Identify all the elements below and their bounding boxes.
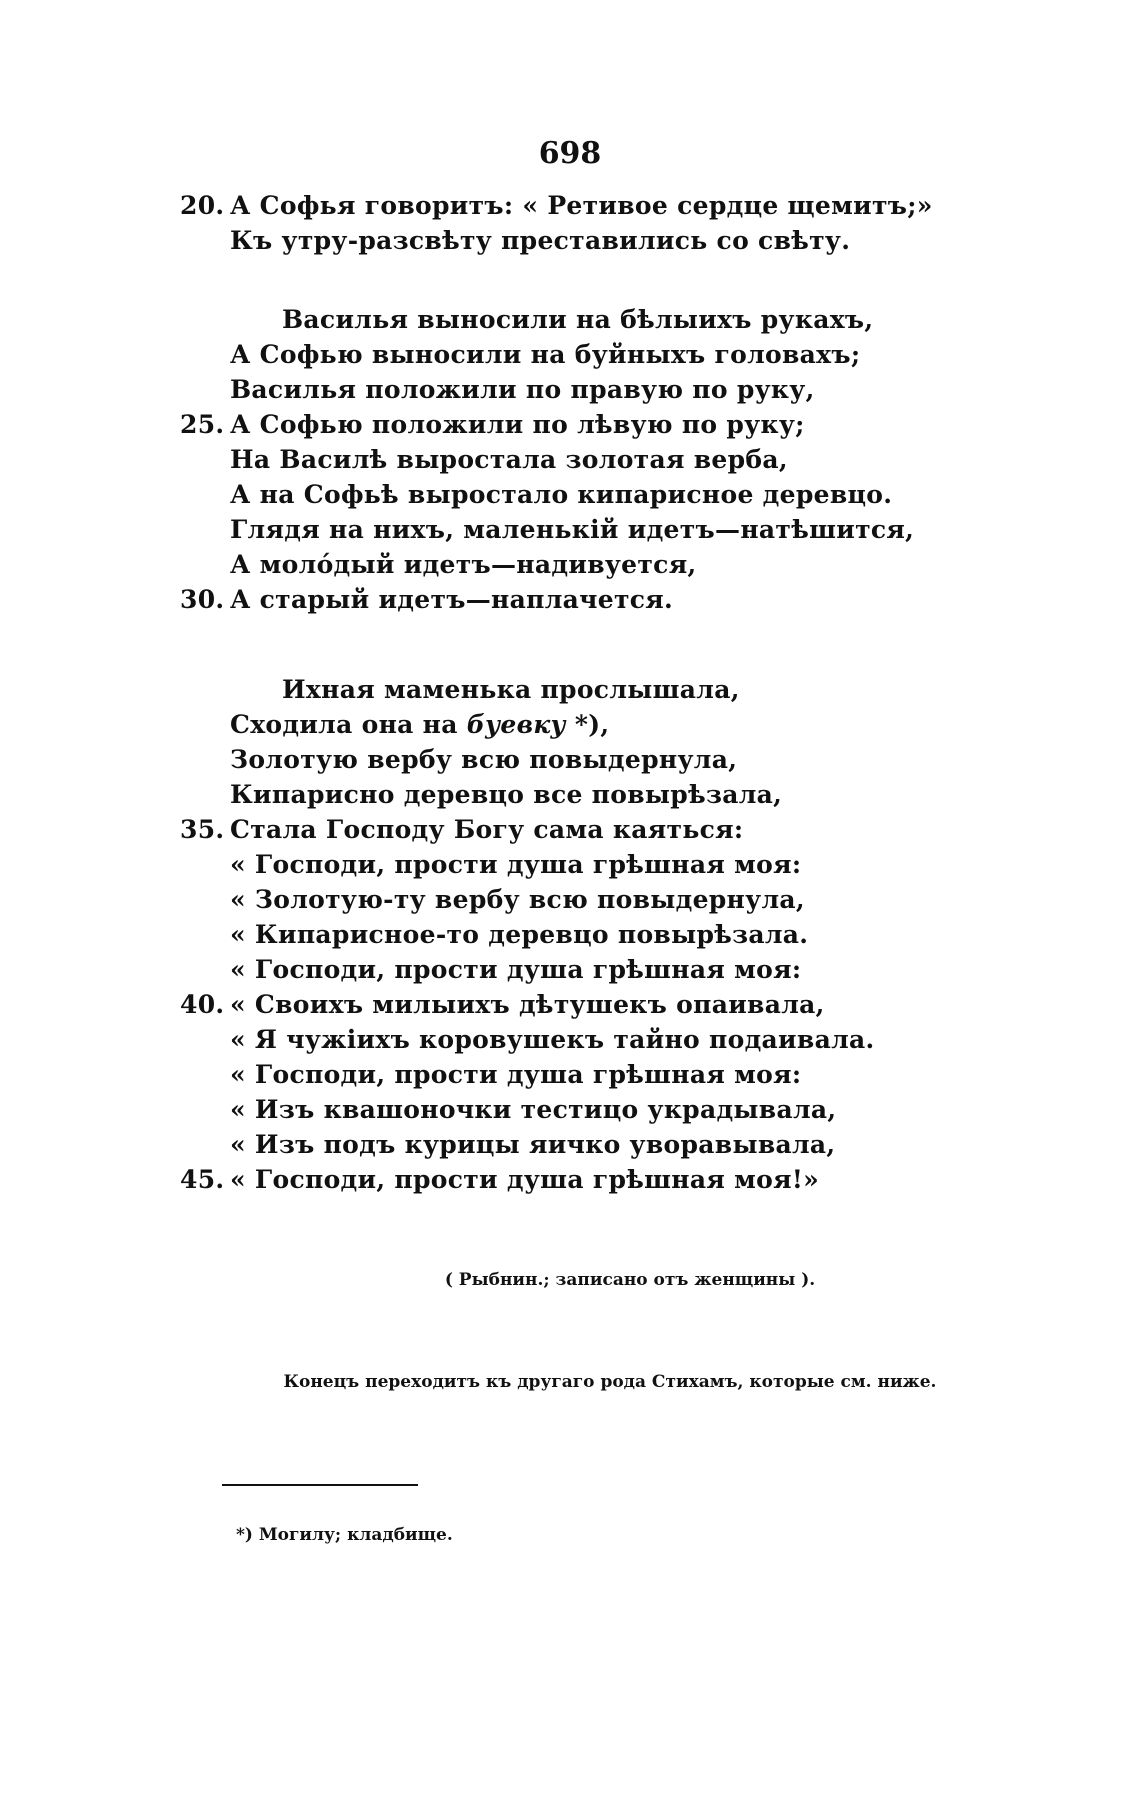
line-number: 25. xyxy=(180,410,225,439)
source-note: ( Рыбнин.; записано отъ женщины ). xyxy=(444,1270,816,1290)
verse-text: « Своихъ милыихъ дѣтушекъ опаивала, xyxy=(230,990,825,1019)
stanza-2 xyxy=(180,302,990,617)
verse-line xyxy=(230,1127,990,1162)
verse-line xyxy=(180,812,990,847)
verse-text: « Я чужіихъ коровушекъ тайно подаивала. xyxy=(230,1025,875,1054)
footnote-divider xyxy=(222,1484,418,1486)
verse-line-with-footnote xyxy=(230,707,990,742)
verse-line xyxy=(230,337,990,372)
verse-line xyxy=(180,188,990,223)
verse-line xyxy=(230,477,990,512)
stanza-1 xyxy=(180,188,990,258)
verse-text: Ихная маменька прослышала, xyxy=(282,675,740,704)
verse-text: « Золотую-ту вербу всю повыдернула, xyxy=(230,885,805,914)
verse-line xyxy=(230,917,990,952)
verse-line xyxy=(230,512,990,547)
verse-line xyxy=(230,223,990,258)
line-number: 20. xyxy=(180,191,225,220)
verse-text: А Софья говоритъ: « Ретивое сердце щемитъ;» xyxy=(230,191,933,220)
verse-line xyxy=(230,372,990,407)
verse-line xyxy=(180,407,990,442)
verse-text: А старый идетъ—наплачется. xyxy=(230,585,674,614)
line-number: 30. xyxy=(180,585,225,614)
verse-line xyxy=(230,1092,990,1127)
verse-text: А на Софьѣ выростало кипарисное деревцо. xyxy=(230,480,893,509)
verse-line xyxy=(230,952,990,987)
verse-text: А молóдый идетъ—надивуется, xyxy=(230,550,697,579)
verse-line xyxy=(230,742,990,777)
footnote-term: буевку xyxy=(466,710,566,739)
verse-text: Къ утру-разсвѣту преставились со свѣту. xyxy=(230,226,851,255)
verse-text: На Василѣ выростала золотая верба, xyxy=(230,445,788,474)
verse-text: Кипарисно деревцо все повырѣзала, xyxy=(230,780,783,809)
verse-line xyxy=(180,987,990,1022)
verse-text: « Господи, прости душа грѣшная моя: xyxy=(230,1060,802,1089)
verse-text: Золотую вербу всю повыдернула, xyxy=(230,745,738,774)
verse-text: Глядя на нихъ, маленькій идетъ—натѣшится, xyxy=(230,515,915,544)
verse-line xyxy=(230,302,990,337)
verse-line xyxy=(230,1232,990,1267)
verse-line xyxy=(230,672,990,707)
footnote-marker: *), xyxy=(565,710,610,739)
verse-line xyxy=(230,1057,990,1092)
line-number: 35. xyxy=(180,815,225,844)
verse-text: А Софью выносили на буйныхъ головахъ; xyxy=(230,340,861,369)
footnote: *) Могилу; кладбище. xyxy=(236,1525,453,1545)
verse-text: Сходила она на xyxy=(230,710,467,739)
verse-text: « Изъ подъ курицы яичко уворавывала, xyxy=(230,1130,836,1159)
verse-text: « Господи, прости душа грѣшная моя!» xyxy=(230,1165,820,1194)
verse-text: « Изъ квашоночки тестицо украдывала, xyxy=(230,1095,837,1124)
verse-text: Василья выносили на бѣлыихъ рукахъ, xyxy=(282,305,874,334)
end-note: Конецъ переходитъ къ другаго рода Стихамъ, которые см. ниже. xyxy=(283,1372,937,1392)
verse-line xyxy=(230,547,990,582)
stanza-3 xyxy=(180,672,990,1267)
verse-text: А Софью положили по лѣвую по руку; xyxy=(230,410,805,439)
verse-line xyxy=(230,882,990,917)
verse-text: « Господи, прости душа грѣшная моя: xyxy=(230,955,802,984)
line-number: 40. xyxy=(180,990,225,1019)
verse-text: Василья положили по правую по руку, xyxy=(230,375,815,404)
verse-line xyxy=(230,847,990,882)
verse-line xyxy=(230,777,990,812)
verse-line xyxy=(180,582,990,617)
verse-text: « Кипарисное-то деревцо повырѣзала. xyxy=(230,920,809,949)
verse-line xyxy=(230,1022,990,1057)
verse-line xyxy=(230,442,990,477)
verse-text: « Господи, прости душа грѣшная моя: xyxy=(230,850,802,879)
page-number: 698 xyxy=(538,136,602,171)
line-number: 45. xyxy=(180,1165,225,1194)
verse-line xyxy=(180,1162,990,1197)
verse-text: Стала Господу Богу сама каяться: xyxy=(230,815,744,844)
verse-line xyxy=(230,1197,990,1232)
